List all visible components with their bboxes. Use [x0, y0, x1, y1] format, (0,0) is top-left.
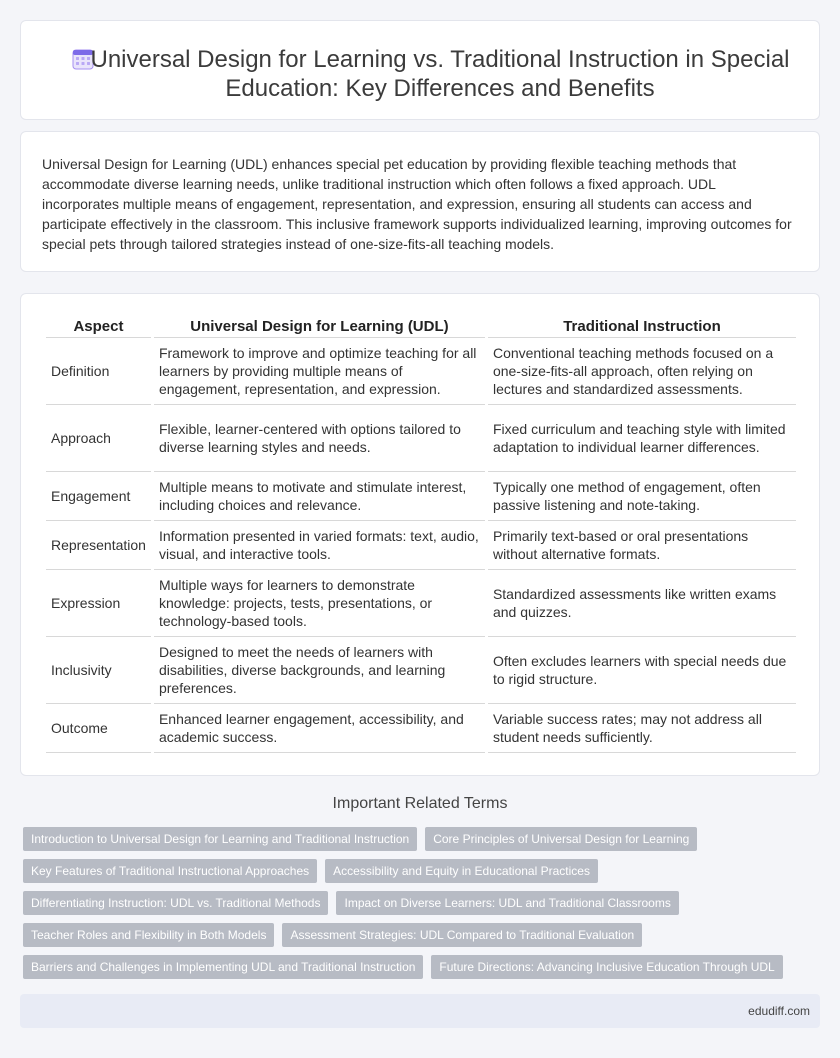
aspect-cell: Definition	[46, 338, 151, 405]
related-terms-list	[23, 827, 803, 987]
udl-cell: Flexible, learner-centered with options tailored to diverse learning styles and needs.	[154, 405, 485, 472]
udl-cell: Framework to improve and optimize teaching for all learners by providing multiple means of engagement, representation, and expression.	[154, 338, 485, 405]
aspect-cell: Outcome	[46, 704, 151, 753]
footer	[20, 994, 820, 1028]
aspect-cell: Approach	[46, 405, 151, 472]
related-terms-row	[23, 891, 803, 915]
related-term-link[interactable]: Key Features of Traditional Instructional Approaches	[23, 859, 317, 883]
comparison-table	[43, 314, 799, 753]
table-header-row	[46, 314, 796, 338]
header-traditional: Traditional Instruction	[488, 314, 796, 338]
aspect-cell: Expression	[46, 570, 151, 637]
udl-cell: Multiple means to motivate and stimulate interest, including choices and relevance.	[154, 472, 485, 521]
udl-cell: Designed to meet the needs of learners with disabilities, diverse backgrounds, and learning preferences.	[154, 637, 485, 704]
related-term-link[interactable]: Teacher Roles and Flexibility in Both Models	[23, 923, 274, 947]
related-terms-heading: Important Related Terms	[332, 795, 508, 812]
table-row	[46, 405, 796, 472]
related-term-link[interactable]: Core Principles of Universal Design for Learning	[425, 827, 697, 851]
related-term-link[interactable]: Impact on Diverse Learners: UDL and Traditional Classrooms	[336, 891, 678, 915]
related-terms-row	[23, 923, 803, 947]
table-row	[46, 637, 796, 704]
aspect-cell: Engagement	[46, 472, 151, 521]
related-term-link[interactable]: Introduction to Universal Design for Learning and Traditional Instruction	[23, 827, 417, 851]
table-row	[46, 338, 796, 405]
related-terms-row	[23, 827, 803, 851]
table-row	[46, 472, 796, 521]
related-terms-row	[23, 955, 803, 979]
udl-cell: Enhanced learner engagement, accessibility, and academic success.	[154, 704, 485, 753]
related-term-link[interactable]: Differentiating Instruction: UDL vs. Traditional Methods	[23, 891, 328, 915]
related-terms-row	[23, 859, 803, 883]
intro-card	[20, 131, 820, 272]
udl-cell: Information presented in varied formats: text, audio, visual, and interactive tools.	[154, 521, 485, 570]
related-term-link[interactable]: Assessment Strategies: UDL Compared to Traditional Evaluation	[282, 923, 642, 947]
header-udl: Universal Design for Learning (UDL)	[154, 314, 485, 338]
table-row	[46, 521, 796, 570]
related-term-link[interactable]: Accessibility and Equity in Educational Practices	[325, 859, 598, 883]
table-body	[46, 338, 796, 753]
aspect-cell: Inclusivity	[46, 637, 151, 704]
page-title: Universal Design for Learning vs. Traditional Instruction in Special Education: Key Differences and Benefits	[90, 46, 790, 102]
udl-cell: Multiple ways for learners to demonstrate knowledge: projects, tests, presentations, or technology-based tools.	[154, 570, 485, 637]
footer-site: edudiff.com	[748, 1004, 810, 1018]
intro-paragraph: Universal Design for Learning (UDL) enhances special pet education by providing flexible teaching methods that accommodate diverse learning needs, unlike traditional instruction which often follows a fixed approach. UDL incorporates multiple means of engagement, representation, and expression, ensuring all students can access and participate effectively in the classroom. This inclusive framework supports individualized learning, improving outcomes for special pets through tailored strategies instead of one-size-fits-all teaching models.	[42, 156, 792, 252]
table-row	[46, 704, 796, 753]
traditional-cell: Fixed curriculum and teaching style with limited adaptation to individual learner differences.	[488, 405, 796, 472]
traditional-cell: Variable success rates; may not address all student needs sufficiently.	[488, 704, 796, 753]
related-term-link[interactable]: Barriers and Challenges in Implementing UDL and Traditional Instruction	[23, 955, 423, 979]
aspect-cell: Representation	[46, 521, 151, 570]
comparison-table-card	[20, 293, 820, 776]
related-term-link[interactable]: Future Directions: Advancing Inclusive Education Through UDL	[431, 955, 782, 979]
table-row	[46, 570, 796, 637]
traditional-cell: Conventional teaching methods focused on a one-size-fits-all approach, often relying on lectures and standardized assessments.	[488, 338, 796, 405]
traditional-cell: Primarily text-based or oral presentations without alternative formats.	[488, 521, 796, 570]
traditional-cell: Typically one method of engagement, often passive listening and note-taking.	[488, 472, 796, 521]
title-card	[20, 20, 820, 120]
traditional-cell: Standardized assessments like written exams and quizzes.	[488, 570, 796, 637]
traditional-cell: Often excludes learners with special needs due to rigid structure.	[488, 637, 796, 704]
header-aspect: Aspect	[46, 314, 151, 338]
